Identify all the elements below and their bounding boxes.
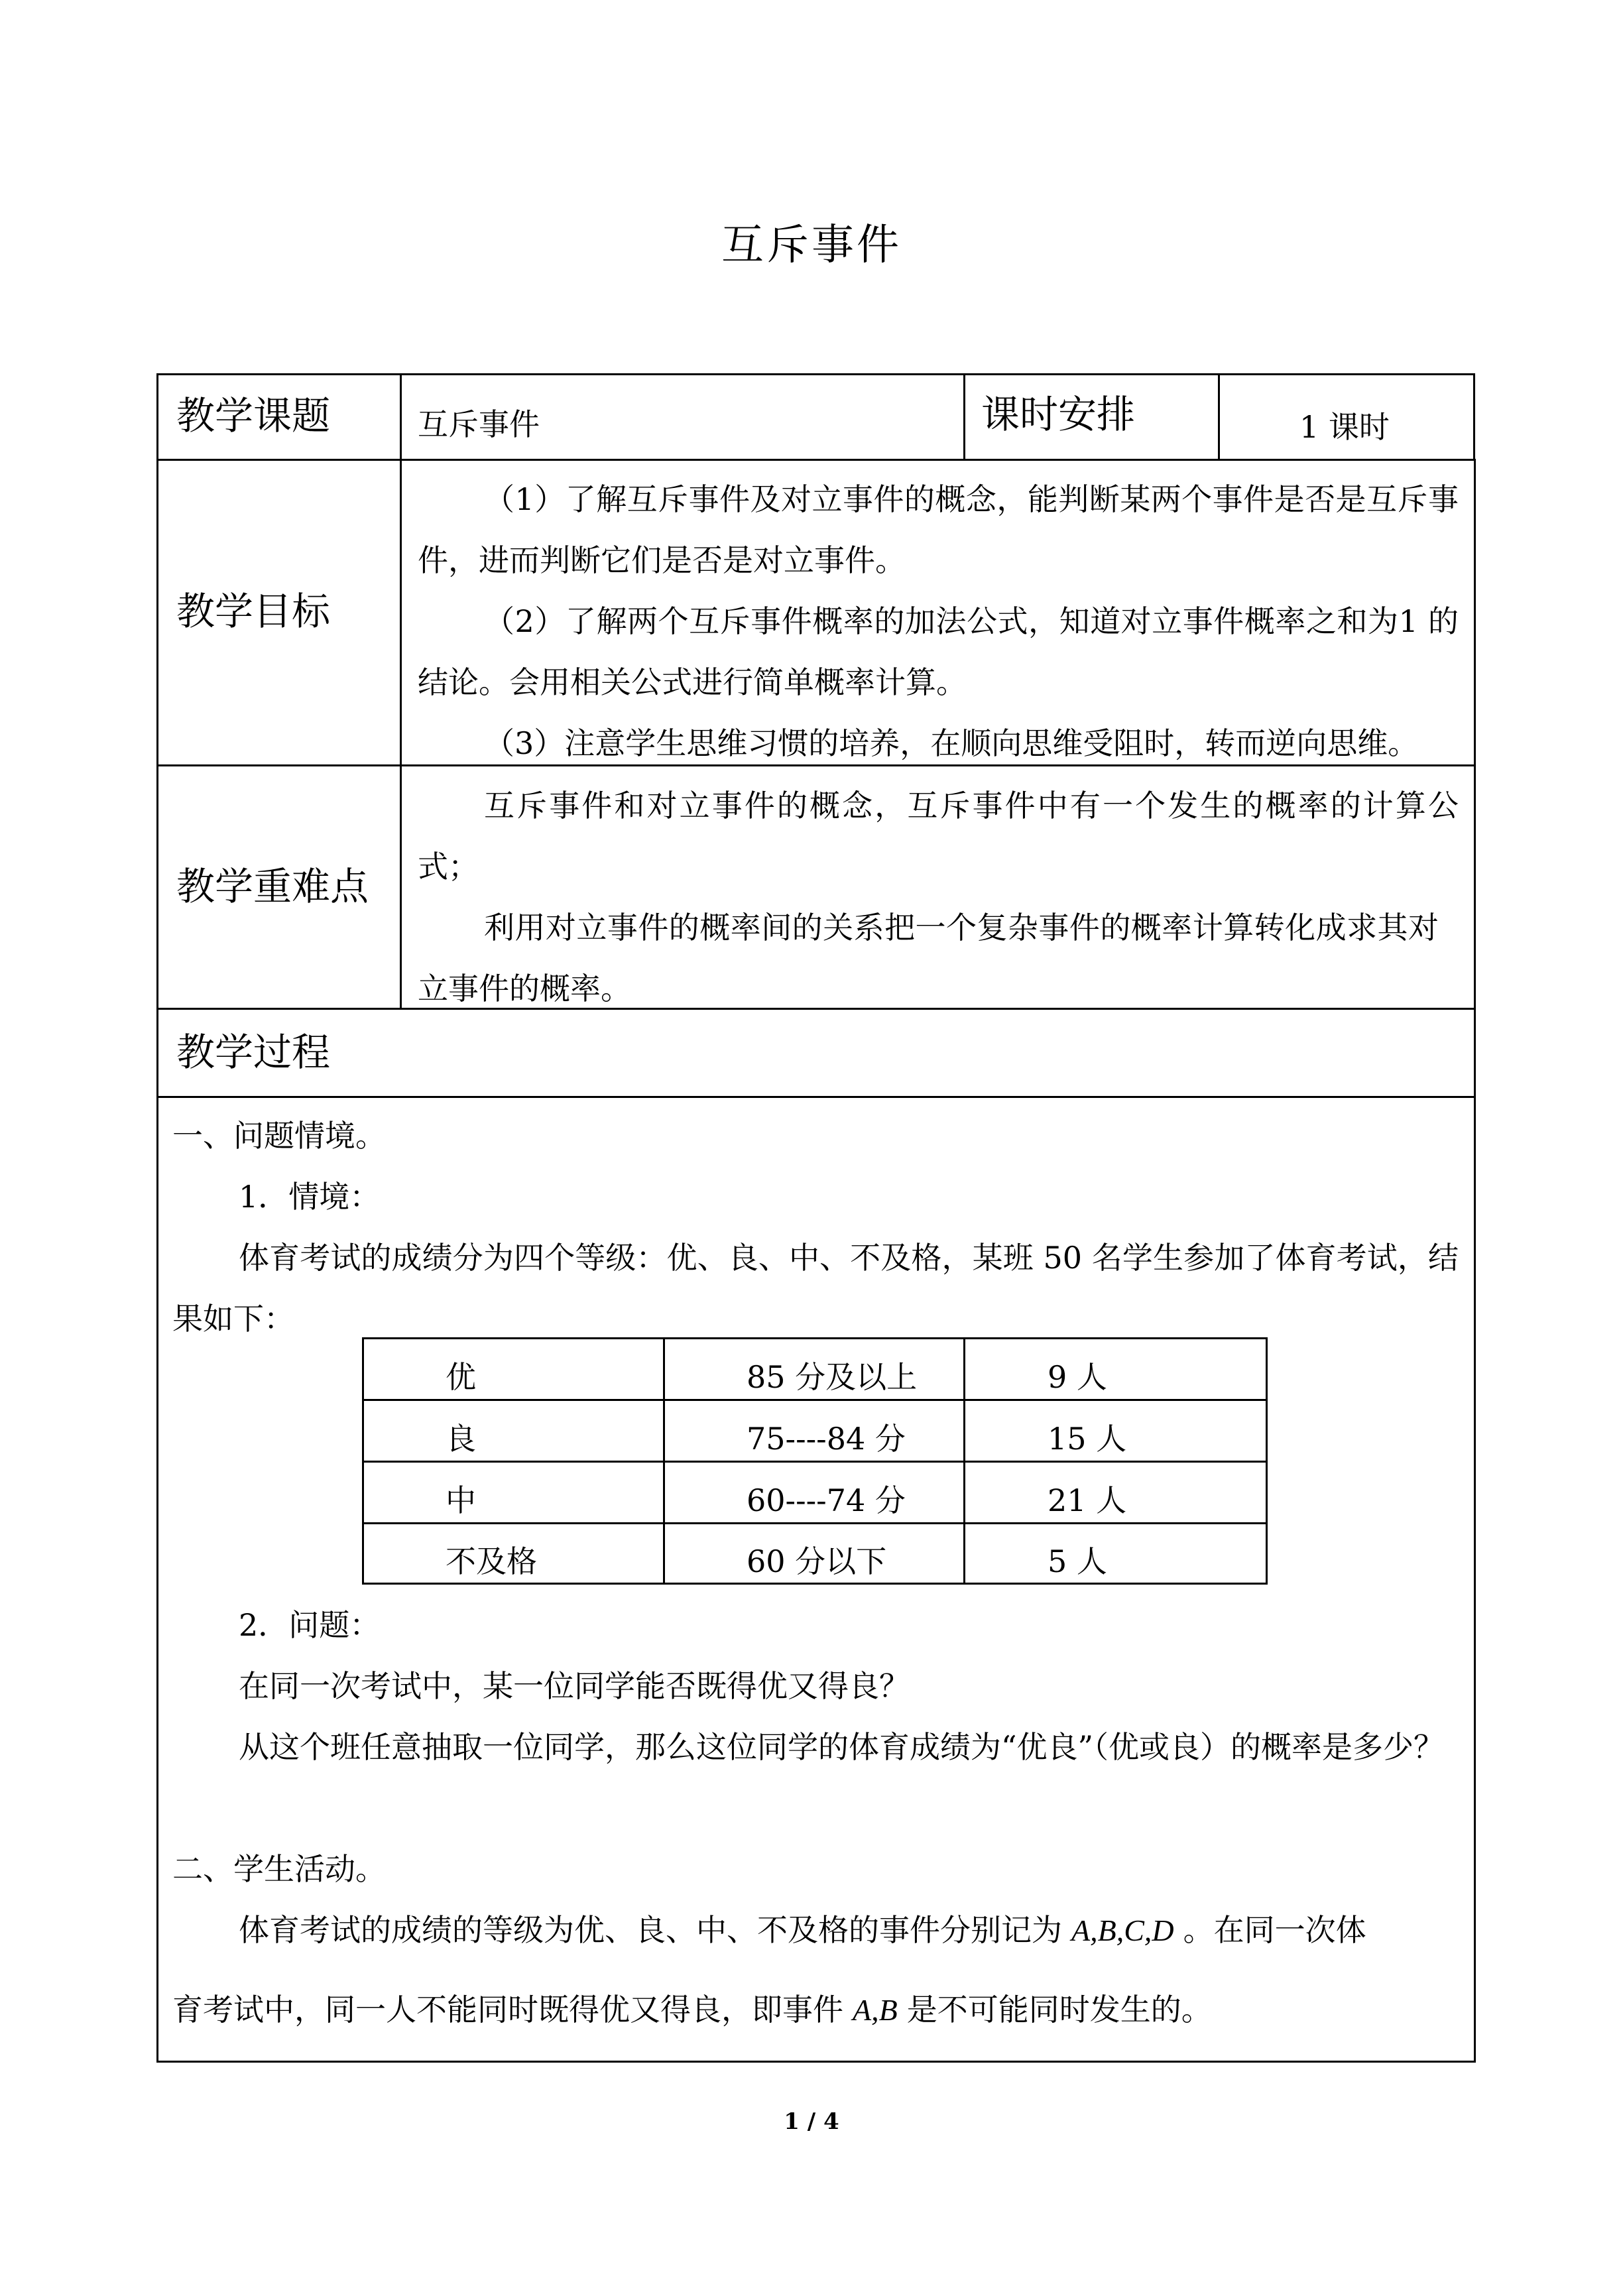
events-ab-math: A,B	[853, 1993, 898, 2027]
section-1-text: 体育考试的成绩分为四个等级：优、良、中、不及格，某班 50 名学生参加了体育考试，结果如下：	[172, 1240, 1459, 1337]
section-1-heading: 一、问题情境。	[172, 1118, 386, 1154]
grade-table-rule	[362, 1399, 1268, 1401]
table-rule	[156, 1096, 1476, 1098]
table-rule	[156, 373, 1473, 375]
key-points-label: 教学重难点	[176, 864, 369, 909]
question-2: 从这个班任意抽取一位同学，那么这位同学的体育成绩为“优良”（优或良）的概率是多少？	[239, 1729, 1445, 1765]
grade-table-rule	[362, 1337, 364, 1585]
range-cell: 60----74 分	[747, 1482, 906, 1518]
table-rule	[1474, 459, 1476, 2063]
section-1-item-1: 1．情境：	[239, 1179, 381, 1215]
grade-cell: 良	[446, 1421, 476, 1457]
grade-cell: 中	[446, 1482, 476, 1518]
events-math: A,B,C,D	[1071, 1913, 1174, 1947]
section-2-heading: 二、学生活动。	[172, 1851, 386, 1887]
grade-table-rule	[362, 1461, 1268, 1463]
table-rule	[1473, 373, 1475, 460]
table-rule	[156, 2061, 1476, 2063]
range-cell: 75----84 分	[747, 1421, 906, 1457]
count-cell: 21 人	[1048, 1482, 1127, 1518]
key-point-2: 利用对立事件的概率间的关系把一个复杂事件的概率计算转化成求其对立事件的概率。	[418, 910, 1439, 1006]
section-2-line-1	[239, 1912, 1366, 1948]
section-2-text-b: 。在同一次体	[1183, 1912, 1366, 1948]
schedule-label: 课时安排	[981, 392, 1136, 437]
section-2-text-a: 体育考试的成绩的等级为优、良、中、不及格的事件分别记为	[239, 1912, 1062, 1948]
objective-3: （3）注意学生思维习惯的培养，在顺向思维受阻时，转而逆向思维。	[484, 725, 1419, 761]
count-cell: 5 人	[1048, 1543, 1107, 1579]
table-rule	[156, 459, 1476, 461]
schedule-value: 1 课时	[1299, 409, 1390, 445]
document-title: 互斥事件	[721, 221, 902, 270]
range-cell: 60 分以下	[747, 1543, 887, 1579]
page-number: 1 / 4	[784, 2108, 839, 2135]
topic-value: 互斥事件	[418, 406, 540, 442]
section-2-text-d: 是不可能同时发生的。	[906, 1992, 1212, 2027]
grade-table-rule	[963, 1337, 965, 1585]
topic-label: 教学课题	[176, 393, 331, 438]
grade-cell: 不及格	[446, 1543, 537, 1579]
grade-cell: 优	[446, 1359, 476, 1395]
count-cell: 9 人	[1048, 1359, 1107, 1395]
range-cell: 85 分及以上	[747, 1359, 918, 1395]
objective-2: （2）了解两个互斥事件概率的加法公式，知道对立事件概率之和为1 的结论。会用相关公式进行简单概率计算。	[418, 603, 1459, 700]
key-point-1: 互斥事件和对立事件的概念，互斥事件中有一个发生的概率的计算公式；	[418, 788, 1459, 884]
table-rule	[963, 373, 965, 460]
objective-1: （1）了解互斥事件及对立事件的概念，能判断某两个事件是否是互斥事件，进而判断它们是否是对立事件。	[418, 481, 1459, 578]
table-rule	[1218, 373, 1220, 460]
grade-table-rule	[1266, 1337, 1268, 1585]
section-1-item-2: 2．问题：	[239, 1607, 381, 1643]
section-2-line-2	[172, 1994, 1212, 2025]
table-rule	[400, 373, 402, 1010]
section-2-text-c: 育考试中，同一人不能同时既得优又得良，即事件	[172, 1992, 843, 2027]
table-rule	[156, 373, 158, 2063]
grade-table-rule	[663, 1337, 665, 1585]
process-label: 教学过程	[176, 1030, 331, 1075]
count-cell: 15 人	[1048, 1421, 1127, 1457]
objectives-label: 教学目标	[176, 589, 331, 634]
grade-table-rule	[362, 1337, 1268, 1339]
grade-table-rule	[362, 1522, 1268, 1524]
grade-table-rule	[362, 1583, 1268, 1585]
question-1: 在同一次考试中，某一位同学能否既得优又得良？	[239, 1668, 910, 1704]
